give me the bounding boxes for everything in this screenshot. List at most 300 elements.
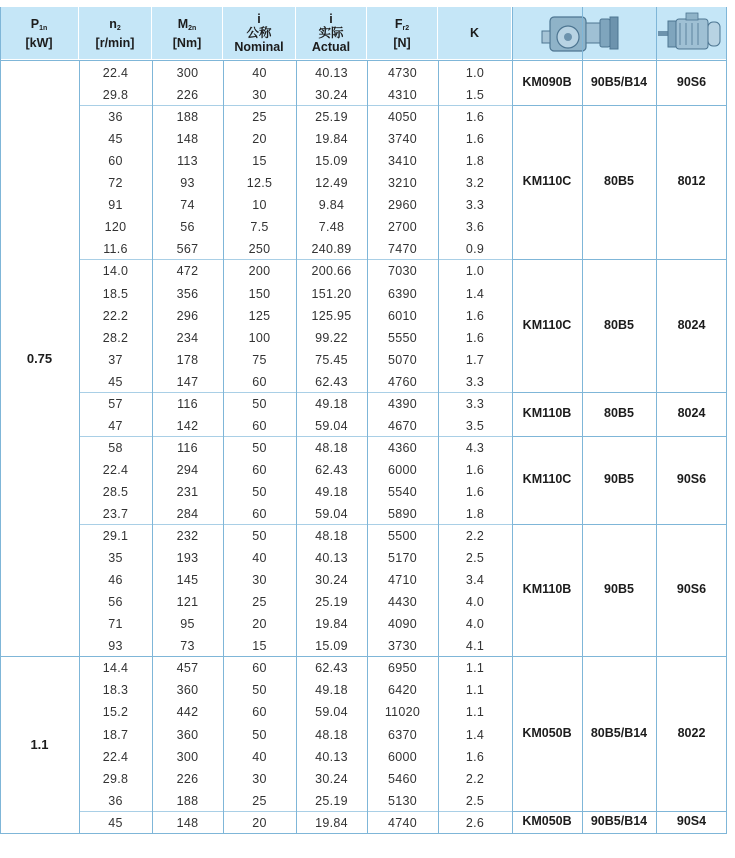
column-header-text: n (109, 16, 117, 31)
table-cell: 22.2 (102, 308, 129, 323)
table-cell: 49.18 (315, 484, 348, 499)
column-header-text: i (329, 12, 333, 26)
column-header-line (395, 17, 409, 36)
column-header-subscript: r2 (402, 24, 410, 32)
group-separator (512, 105, 727, 106)
table-cell: 62.43 (315, 661, 348, 676)
table-cell: 200.66 (311, 264, 352, 279)
table-cell: 1.5 (465, 88, 485, 103)
table-cell: 3.4 (465, 573, 485, 588)
table-cell: 36 (108, 110, 123, 125)
table-cell: 30.24 (315, 88, 348, 103)
table-cell: 4730 (387, 66, 417, 80)
table-cell: 3.3 (465, 396, 485, 411)
group-flange: 90B5 (604, 471, 634, 486)
table-cell: 40.13 (315, 749, 348, 764)
table-cell: 56 (108, 595, 123, 610)
table-cell: 125.95 (311, 308, 352, 323)
table-cell: 1.6 (465, 110, 485, 125)
table-cell: 4310 (387, 88, 417, 103)
table-cell: 121 (176, 595, 199, 610)
table-cell: 25.19 (315, 595, 348, 610)
table-cell: 3730 (387, 639, 417, 654)
table-cell: 3410 (387, 154, 417, 169)
table-cell: 1.8 (465, 154, 485, 169)
column-header-line (178, 17, 197, 36)
table-cell: 36 (108, 793, 123, 808)
group-flange: 90B5/B14 (590, 813, 648, 828)
column-header-text: [Nm] (172, 35, 202, 50)
table-cell: 472 (176, 264, 199, 279)
table-cell: 10 (252, 198, 267, 213)
table-cell: 62.43 (315, 462, 348, 477)
column-header-text: K (469, 26, 480, 40)
table-cell: 5540 (387, 484, 417, 499)
table-cell: 25 (252, 793, 267, 808)
table-cell: 18.5 (102, 286, 129, 301)
column-header-line (96, 36, 135, 50)
table-cell: 142 (176, 418, 199, 433)
table-cell: 234 (176, 330, 199, 345)
table-cell: 150 (248, 286, 271, 301)
table-cell: 25 (252, 595, 267, 610)
table-cell: 93 (180, 176, 195, 191)
table-cell: 22.4 (102, 462, 129, 477)
table-cell: 356 (176, 286, 199, 301)
table-cell: 29.8 (102, 771, 129, 786)
table-cell: 193 (176, 551, 199, 566)
power-separator (0, 656, 727, 657)
group-model: KM110C (522, 174, 572, 189)
table-cell: 4670 (387, 418, 417, 433)
table-cell: 22.4 (102, 749, 129, 764)
table-cell: 4.0 (465, 595, 485, 610)
table-cell: 50 (252, 683, 267, 698)
table-cell: 72 (108, 176, 123, 191)
table-cell: 59.04 (315, 705, 348, 720)
table-cell: 284 (176, 507, 199, 521)
column-header-line (257, 12, 260, 26)
column-rule (0, 7, 1, 833)
table-cell: 1.6 (465, 749, 485, 764)
column-header-i_nominal (223, 7, 296, 59)
group-flange: 80B5 (604, 317, 634, 332)
column-header-text: [N] (393, 35, 411, 50)
group-motor: 90S4 (676, 813, 707, 828)
table-cell: 240.89 (311, 242, 352, 257)
column-header-line (25, 36, 52, 50)
table-cell: 74 (180, 198, 195, 213)
table-cell: 4430 (387, 595, 417, 610)
table-cell: 7.5 (250, 220, 269, 235)
group-separator (512, 259, 727, 260)
table-cell: 3.3 (465, 374, 485, 389)
table-cell: 50 (252, 529, 267, 544)
table-cell: 3.5 (465, 418, 485, 433)
table-cell: 2.5 (465, 551, 485, 566)
table-cell: 6420 (387, 683, 417, 698)
column-rule (296, 61, 297, 833)
table-cell: 2.6 (465, 815, 485, 830)
table-cell: 30.24 (315, 771, 348, 786)
group-flange: 80B5 (604, 405, 634, 420)
column-header-fr2 (367, 7, 438, 59)
group-motor: 90S6 (676, 471, 707, 486)
column-header-k (438, 7, 512, 59)
table-cell: 49.18 (315, 396, 348, 411)
table-cell: 75 (252, 352, 267, 367)
column-header-line (312, 40, 350, 54)
table-cell: 4.1 (465, 639, 485, 654)
column-header-line (31, 17, 48, 36)
table-cell: 7470 (387, 242, 417, 257)
table-cell: 91 (108, 198, 123, 213)
table-cell: 45 (108, 815, 123, 830)
table-cell: 20 (252, 132, 267, 147)
group-model: KM110C (522, 471, 572, 486)
column-header-n2 (79, 7, 152, 59)
table-cell: 2.2 (465, 529, 485, 544)
table-cell: 1.8 (465, 507, 485, 521)
column-header-subscript: 1n (39, 24, 48, 32)
table-cell: 25.19 (315, 110, 348, 125)
table-cell: 23.7 (102, 507, 129, 521)
table-cell: 178 (176, 352, 199, 367)
column-header-text: Actual (311, 40, 351, 54)
group-flange: 90B5/B14 (590, 75, 648, 90)
table-cell: 9.84 (318, 198, 345, 213)
table-cell: 30 (252, 573, 267, 588)
table-cell: 56 (180, 220, 195, 235)
power-value: 0.75 (26, 350, 53, 366)
table-cell: 40.13 (315, 551, 348, 566)
table-cell: 113 (177, 154, 198, 169)
table-cell: 300 (176, 66, 199, 80)
table-cell: 15.2 (102, 705, 129, 720)
table-cell: 188 (176, 793, 199, 808)
group-model: KM110C (522, 317, 572, 332)
group-separator (512, 436, 727, 437)
column-header-text: i (257, 12, 261, 26)
table-cell: 226 (176, 771, 199, 786)
column-header-p1n (0, 7, 79, 59)
group-model: KM050B (522, 725, 572, 740)
table-cell: 40.13 (315, 66, 348, 80)
table-cell: 60 (252, 661, 267, 676)
group-model: KM090B (522, 75, 572, 90)
column-header-text: 公称 (246, 26, 272, 40)
table-cell: 50 (252, 440, 267, 455)
column-header-line (318, 26, 343, 40)
table-cell: 60 (252, 507, 267, 521)
table-cell: 48.18 (315, 529, 348, 544)
table-cell: 37 (108, 352, 123, 367)
table-cell: 1.4 (465, 727, 485, 742)
table-cell: 15 (252, 639, 267, 654)
table-cell: 60 (252, 705, 267, 720)
table-cell: 4760 (387, 374, 417, 389)
column-header-text: 实际 (318, 26, 344, 40)
group-flange: 90B5 (604, 582, 634, 597)
column-header-text: [kW] (25, 35, 53, 50)
table-cell: 19.84 (315, 815, 348, 830)
table-cell: 19.84 (315, 132, 348, 147)
column-rule (582, 7, 583, 833)
column-header-line (470, 26, 479, 40)
column-header-text: F (394, 16, 403, 31)
table-cell: 4360 (387, 440, 417, 455)
table-top-border (0, 60, 727, 61)
table-cell: 5460 (387, 771, 417, 786)
group-flange: 80B5/B14 (590, 725, 648, 740)
table-cell: 1.6 (465, 484, 485, 499)
table-cell: 232 (176, 529, 199, 544)
table-cell: 5550 (387, 330, 417, 345)
table-cell: 2960 (387, 198, 417, 213)
column-rule (367, 61, 368, 833)
gear-reducer-icon (512, 7, 656, 59)
column-header-text: M (177, 16, 189, 31)
power-value: 1.1 (30, 736, 49, 752)
table-cell: 4740 (387, 815, 417, 830)
column-rule (512, 7, 513, 833)
table-cell: 145 (176, 573, 199, 588)
group-motor: 8024 (677, 317, 706, 332)
column-header-text: Nominal (234, 40, 284, 54)
group-separator (512, 392, 727, 393)
table-cell: 58 (108, 440, 123, 455)
group-model: KM110B (522, 582, 572, 597)
table-cell: 2700 (387, 220, 417, 235)
table-cell: 28.2 (102, 330, 129, 345)
table-cell: 50 (252, 484, 267, 499)
table-cell: 1.6 (465, 308, 485, 323)
table-cell: 60 (108, 154, 123, 169)
table-cell: 30 (252, 88, 267, 103)
table-cell: 231 (176, 484, 199, 499)
table-cell: 3.3 (465, 198, 485, 213)
table-cell: 3.6 (465, 220, 485, 235)
table-cell: 30.24 (315, 573, 348, 588)
table-cell: 3210 (387, 176, 417, 191)
table-cell: 48.18 (315, 440, 348, 455)
column-header-line (393, 36, 410, 50)
table-cell: 46 (108, 573, 123, 588)
table-cell: 14.0 (102, 264, 129, 279)
table-cell: 200 (248, 264, 271, 279)
table-cell: 1.1 (465, 683, 485, 698)
table-cell: 1.6 (465, 462, 485, 477)
table-cell: 100 (248, 330, 271, 345)
table-cell: 226 (176, 88, 199, 103)
table-cell: 57 (108, 396, 123, 411)
table-cell: 1.7 (465, 352, 485, 367)
table-cell: 6390 (387, 286, 417, 301)
table-cell: 148 (176, 132, 199, 147)
table-cell: 11.6 (103, 242, 128, 257)
group-separator (512, 811, 727, 812)
table-cell: 1.0 (465, 264, 485, 279)
table-cell: 4090 (387, 617, 417, 632)
table-cell: 29.1 (102, 529, 129, 544)
table-cell: 40 (252, 749, 267, 764)
table-cell: 62.43 (315, 374, 348, 389)
motor-icon (656, 7, 727, 59)
table-cell: 1.1 (465, 661, 485, 676)
table-cell: 45 (108, 132, 123, 147)
table-cell: 99.22 (315, 330, 348, 345)
table-cell: 6370 (387, 727, 417, 742)
table-cell: 5070 (387, 352, 417, 367)
table-cell: 120 (104, 220, 127, 235)
table-cell: 7.48 (318, 220, 345, 235)
table-cell: 47 (108, 418, 123, 433)
table-cell: 4.0 (465, 617, 485, 632)
table-cell: 25 (252, 110, 267, 125)
table-cell: 147 (176, 374, 199, 389)
table-cell: 71 (108, 617, 123, 632)
table-cell: 116 (177, 396, 198, 411)
table-cell: 49.18 (315, 683, 348, 698)
table-cell: 5890 (387, 507, 417, 521)
table-cell: 296 (176, 308, 199, 323)
table-cell: 12.49 (315, 176, 348, 191)
gear-reducer-drawing (512, 7, 656, 59)
table-cell: 1.0 (465, 66, 485, 80)
column-rule (438, 61, 439, 833)
table-cell: 5130 (387, 793, 417, 808)
table-cell: 5170 (387, 551, 417, 566)
table-cell: 60 (252, 374, 267, 389)
table-cell: 15.09 (315, 639, 348, 654)
column-header-subscript: 2n (188, 24, 197, 32)
table-cell: 4710 (387, 573, 417, 588)
table-cell: 50 (252, 727, 267, 742)
table-cell: 18.3 (102, 683, 129, 698)
group-motor: 90S6 (676, 75, 707, 90)
table-cell: 1.6 (465, 330, 485, 345)
table-cell: 50 (252, 396, 267, 411)
table-cell: 188 (176, 110, 199, 125)
table-cell: 250 (248, 242, 271, 257)
table-cell: 4390 (387, 396, 417, 411)
table-cell: 125 (248, 308, 271, 323)
table-cell: 3740 (387, 132, 417, 147)
table-cell: 14.4 (102, 661, 129, 676)
group-separator (512, 524, 727, 525)
table-cell: 35 (108, 551, 123, 566)
table-cell: 300 (176, 749, 199, 764)
table-cell: 30 (252, 771, 267, 786)
column-rule (79, 61, 80, 833)
power-separator (0, 833, 727, 834)
table-cell: 1.1 (465, 705, 485, 720)
table-cell: 7030 (387, 264, 417, 279)
group-model: KM050B (522, 813, 572, 828)
column-header-i_actual (296, 7, 367, 59)
table-cell: 73 (180, 639, 195, 654)
column-rule (152, 61, 153, 833)
table-cell: 151.20 (311, 286, 352, 301)
table-cell: 6950 (387, 661, 417, 676)
table-cell: 360 (176, 727, 199, 742)
table-cell: 116 (177, 440, 198, 455)
table-cell: 60 (252, 418, 267, 433)
table-cell: 567 (176, 242, 199, 257)
table-cell: 6000 (387, 462, 417, 477)
column-header-line (329, 12, 332, 26)
column-header-text: [r/min] (95, 35, 135, 50)
group-motor: 8024 (677, 405, 706, 420)
table-cell: 2.5 (465, 793, 485, 808)
table-cell: 18.7 (102, 727, 129, 742)
table-cell: 59.04 (315, 507, 348, 521)
table-cell: 29.8 (102, 88, 129, 103)
table-cell: 4050 (387, 110, 417, 125)
table-cell: 148 (176, 815, 199, 830)
group-model: KM110B (522, 405, 572, 420)
table-cell: 25.19 (315, 793, 348, 808)
table-cell: 2.2 (465, 771, 485, 786)
column-header-line (234, 40, 283, 54)
table-cell: 40 (252, 551, 267, 566)
table-cell: 6000 (387, 749, 417, 764)
table-cell: 15.09 (315, 154, 348, 169)
motor-drawing (656, 7, 727, 59)
column-header-line (173, 36, 201, 50)
table-cell: 19.84 (315, 617, 348, 632)
column-header-line (109, 17, 121, 36)
table-cell: 45 (108, 374, 123, 389)
table-cell: 457 (176, 661, 199, 676)
column-rule (656, 7, 657, 833)
table-cell: 59.04 (315, 418, 348, 433)
table-cell: 20 (252, 617, 267, 632)
table-cell: 442 (176, 705, 199, 720)
table-cell: 60 (252, 462, 267, 477)
group-motor: 90S6 (676, 582, 707, 597)
table-cell: 4.3 (465, 440, 485, 455)
table-cell: 20 (252, 815, 267, 830)
table-cell: 1.6 (465, 132, 485, 147)
table-cell: 75.45 (315, 352, 348, 367)
table-cell: 15 (252, 154, 267, 169)
table-cell: 93 (108, 639, 123, 654)
column-rule (726, 7, 727, 833)
table-cell: 28.5 (102, 484, 129, 499)
column-rule (223, 61, 224, 833)
table-cell: 22.4 (102, 66, 129, 80)
table-cell: 6010 (387, 308, 417, 323)
table-cell: 12.5 (246, 176, 273, 191)
column-header-text: P (30, 16, 40, 31)
table-cell: 360 (176, 683, 199, 698)
table-cell: 11020 (384, 705, 421, 720)
table-cell: 40 (252, 66, 267, 80)
column-header-m2n (152, 7, 223, 59)
table-cell: 1.4 (465, 286, 485, 301)
column-header-subscript: 2 (116, 24, 121, 32)
group-motor: 8022 (677, 725, 706, 740)
table-cell: 5500 (387, 529, 417, 544)
table-cell: 294 (176, 462, 199, 477)
group-motor: 8012 (677, 174, 706, 189)
table-cell: 48.18 (315, 727, 348, 742)
table-cell: 95 (180, 617, 195, 632)
table-cell: 0.9 (465, 242, 485, 257)
group-flange: 80B5 (604, 174, 634, 189)
column-header-line (246, 26, 271, 40)
